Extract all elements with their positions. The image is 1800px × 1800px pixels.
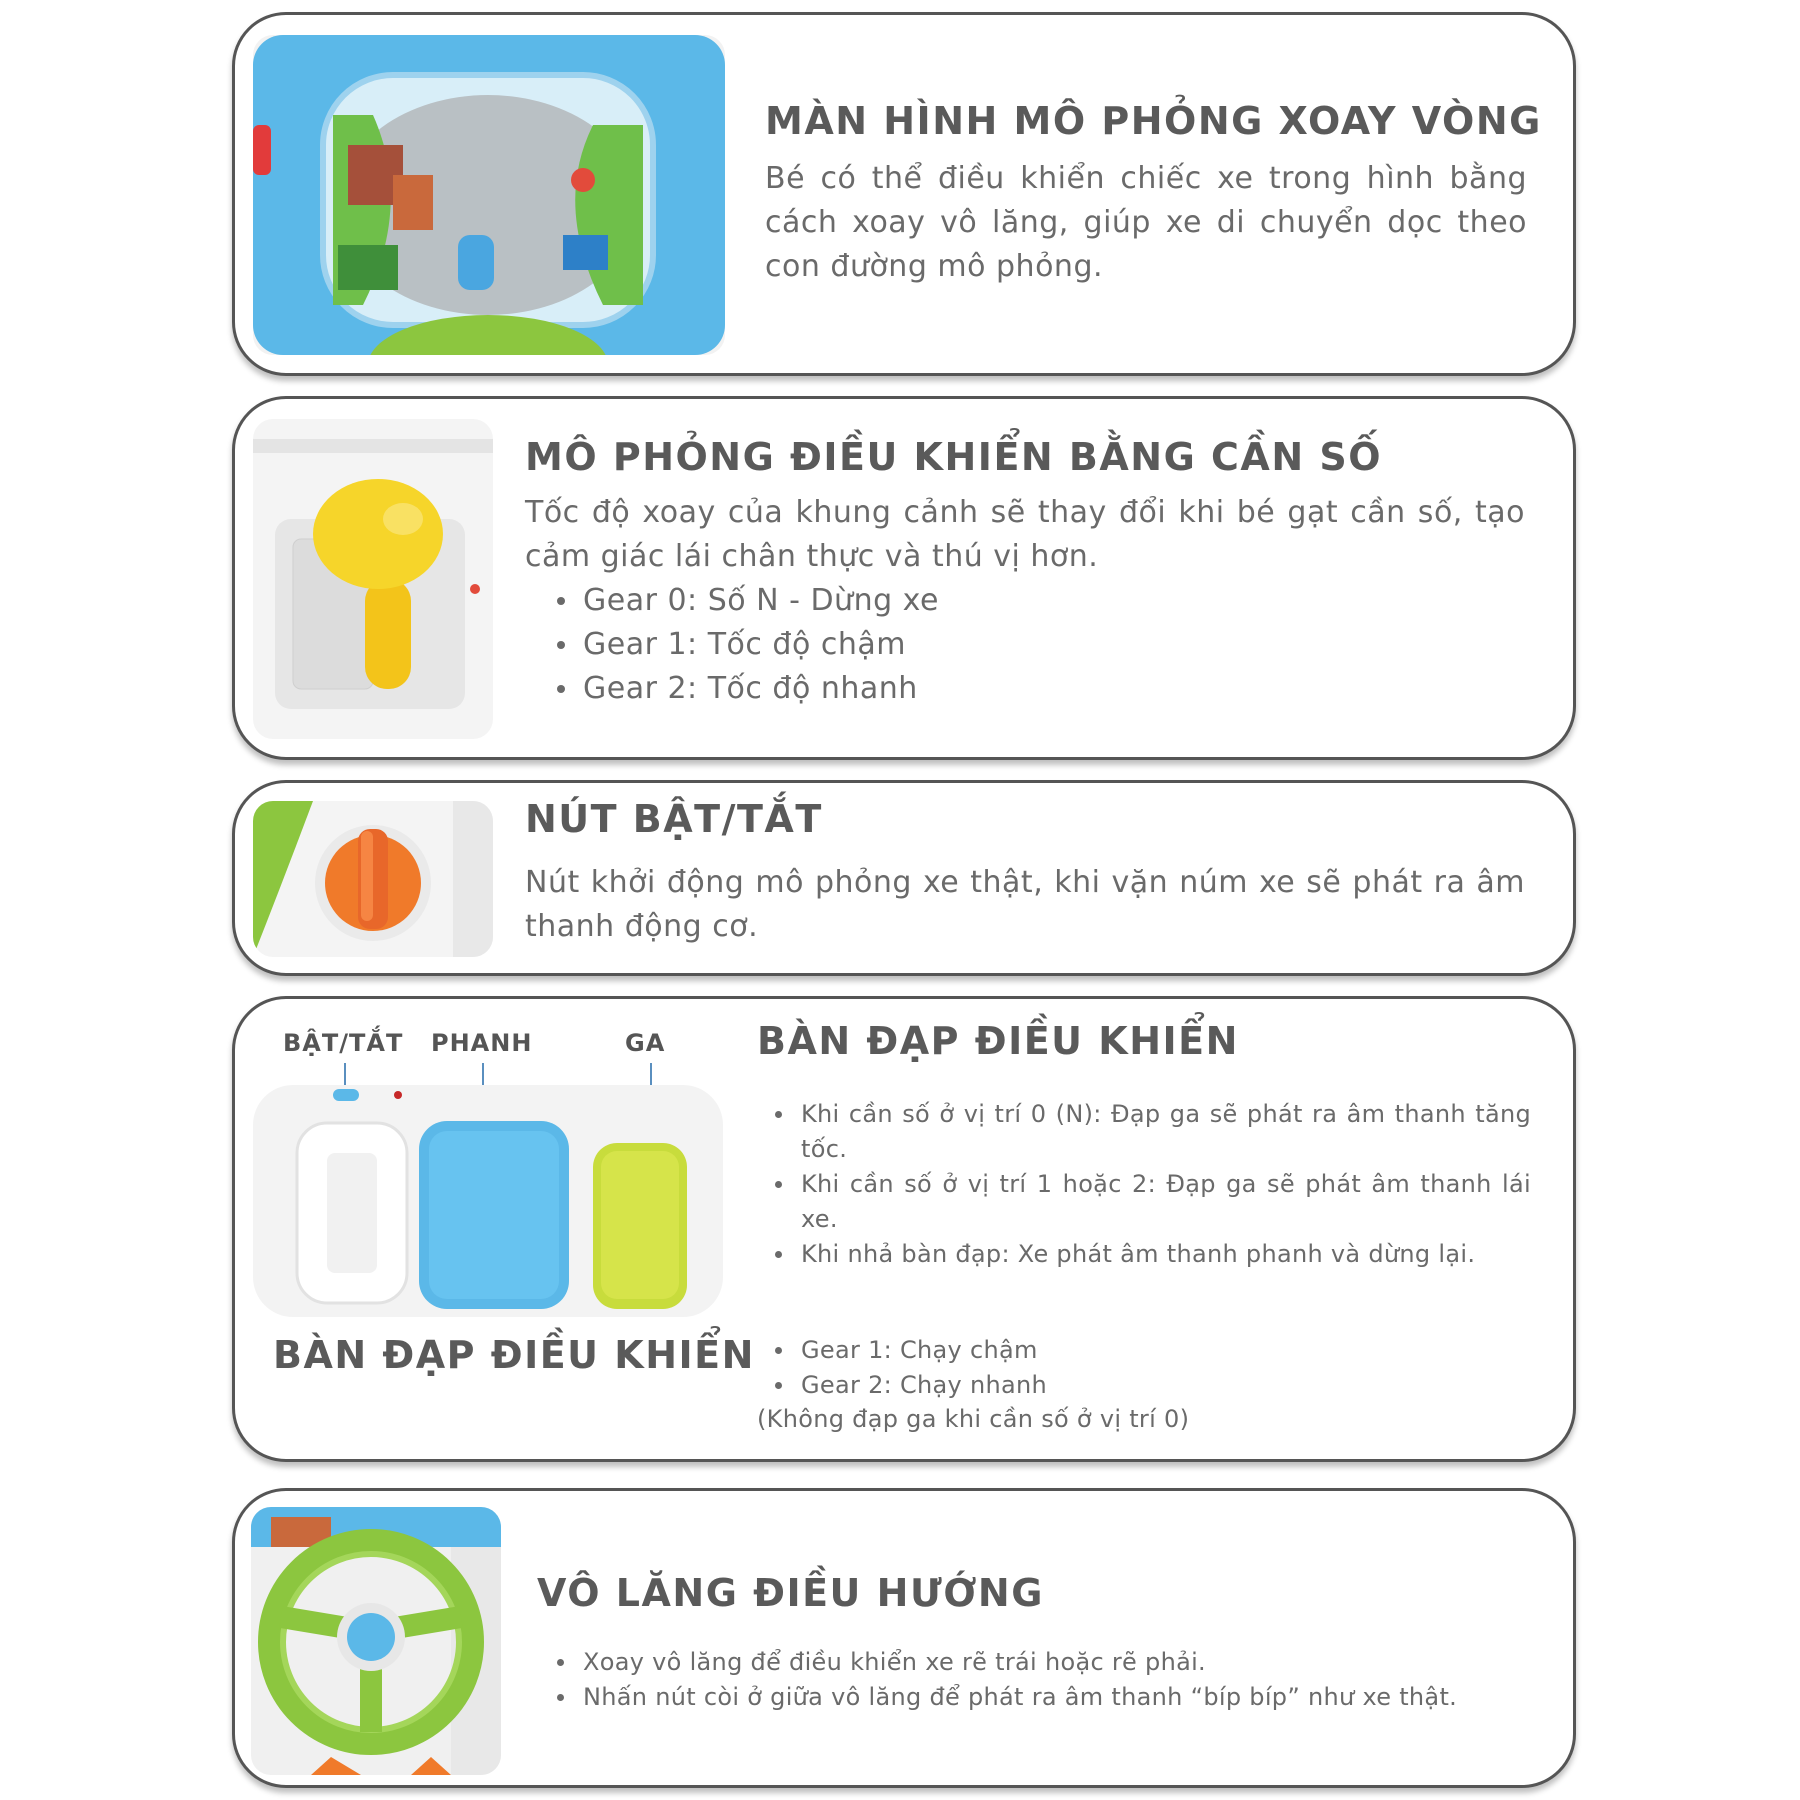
section-text: Nút khởi động mô phỏng xe thật, khi vặn núm xe sẽ phát ra âm thanh động cơ. [525, 865, 1525, 944]
section-title: MÀN HÌNH MÔ PHỎNG XOAY VÒNG [765, 99, 1542, 143]
label-power: BẬT/TẮT [283, 1029, 404, 1057]
pedal-list [771, 1097, 1531, 1272]
gear-lever-icon [253, 419, 493, 739]
gear-list [553, 579, 1453, 711]
list-item: Gear 1: Tốc độ chậm [553, 623, 1453, 667]
list-item: Khi cần số ở vị trí 0 (N): Đạp ga sẽ phát ra âm thanh tăng tốc. [771, 1097, 1531, 1167]
label-gas: GA [625, 1029, 666, 1057]
steering-list [553, 1645, 1533, 1715]
list-item: Khi nhả bàn đạp: Xe phát âm thanh phanh và dừng lại. [771, 1237, 1531, 1272]
section-pedals [232, 996, 1576, 1462]
section-text: Tốc độ xoay của khung cảnh sẽ thay đổi khi bé gạt cần số, tạo cảm giác lái chân thực và thú vị hơn. [525, 495, 1525, 574]
section-title: BÀN ĐẠP ĐIỀU KHIỂN [757, 1019, 1239, 1063]
section-steering [232, 1488, 1576, 1788]
list-item: Gear 0: Số N - Dừng xe [553, 579, 1453, 623]
pedal-note: (Không đạp ga khi cần số ở vị trí 0) [757, 1405, 1190, 1433]
list-item: Gear 2: Tốc độ nhanh [553, 667, 1453, 711]
power-knob-icon [253, 801, 493, 957]
list-item: Xoay vô lăng để điều khiển xe rẽ trái hoặc rẽ phải. [553, 1645, 1533, 1680]
section-title: NÚT BẬT/TẮT [525, 797, 823, 841]
list-item: Gear 1: Chạy chậm [771, 1333, 1271, 1368]
section-screen [232, 12, 1576, 376]
list-item: Khi cần số ở vị trí 1 hoặc 2: Đạp ga sẽ phát âm thanh lái xe. [771, 1167, 1531, 1237]
pedals-icon [253, 1063, 723, 1317]
section-power [232, 780, 1576, 976]
label-brake: PHANH [431, 1029, 533, 1057]
steering-wheel-icon [251, 1507, 501, 1775]
list-item: Nhấn nút còi ở giữa vô lăng để phát ra âm thanh “bíp bíp” như xe thật. [553, 1680, 1533, 1715]
list-item: Gear 2: Chạy nhanh [771, 1368, 1271, 1403]
gear-speed-list [771, 1333, 1271, 1403]
section-gear [232, 396, 1576, 760]
screen-scene-icon [253, 35, 725, 355]
pedal-subtitle: BÀN ĐẠP ĐIỀU KHIỂN [273, 1333, 755, 1377]
section-text: Bé có thể điều khiển chiếc xe trong hình bằng cách xoay vô lăng, giúp xe di chuyển dọc theo con đường mô phỏng. [765, 161, 1527, 284]
section-title: MÔ PHỎNG ĐIỀU KHIỂN BẰNG CẦN SỐ [525, 435, 1383, 479]
section-title: VÔ LĂNG ĐIỀU HƯỚNG [537, 1571, 1044, 1615]
